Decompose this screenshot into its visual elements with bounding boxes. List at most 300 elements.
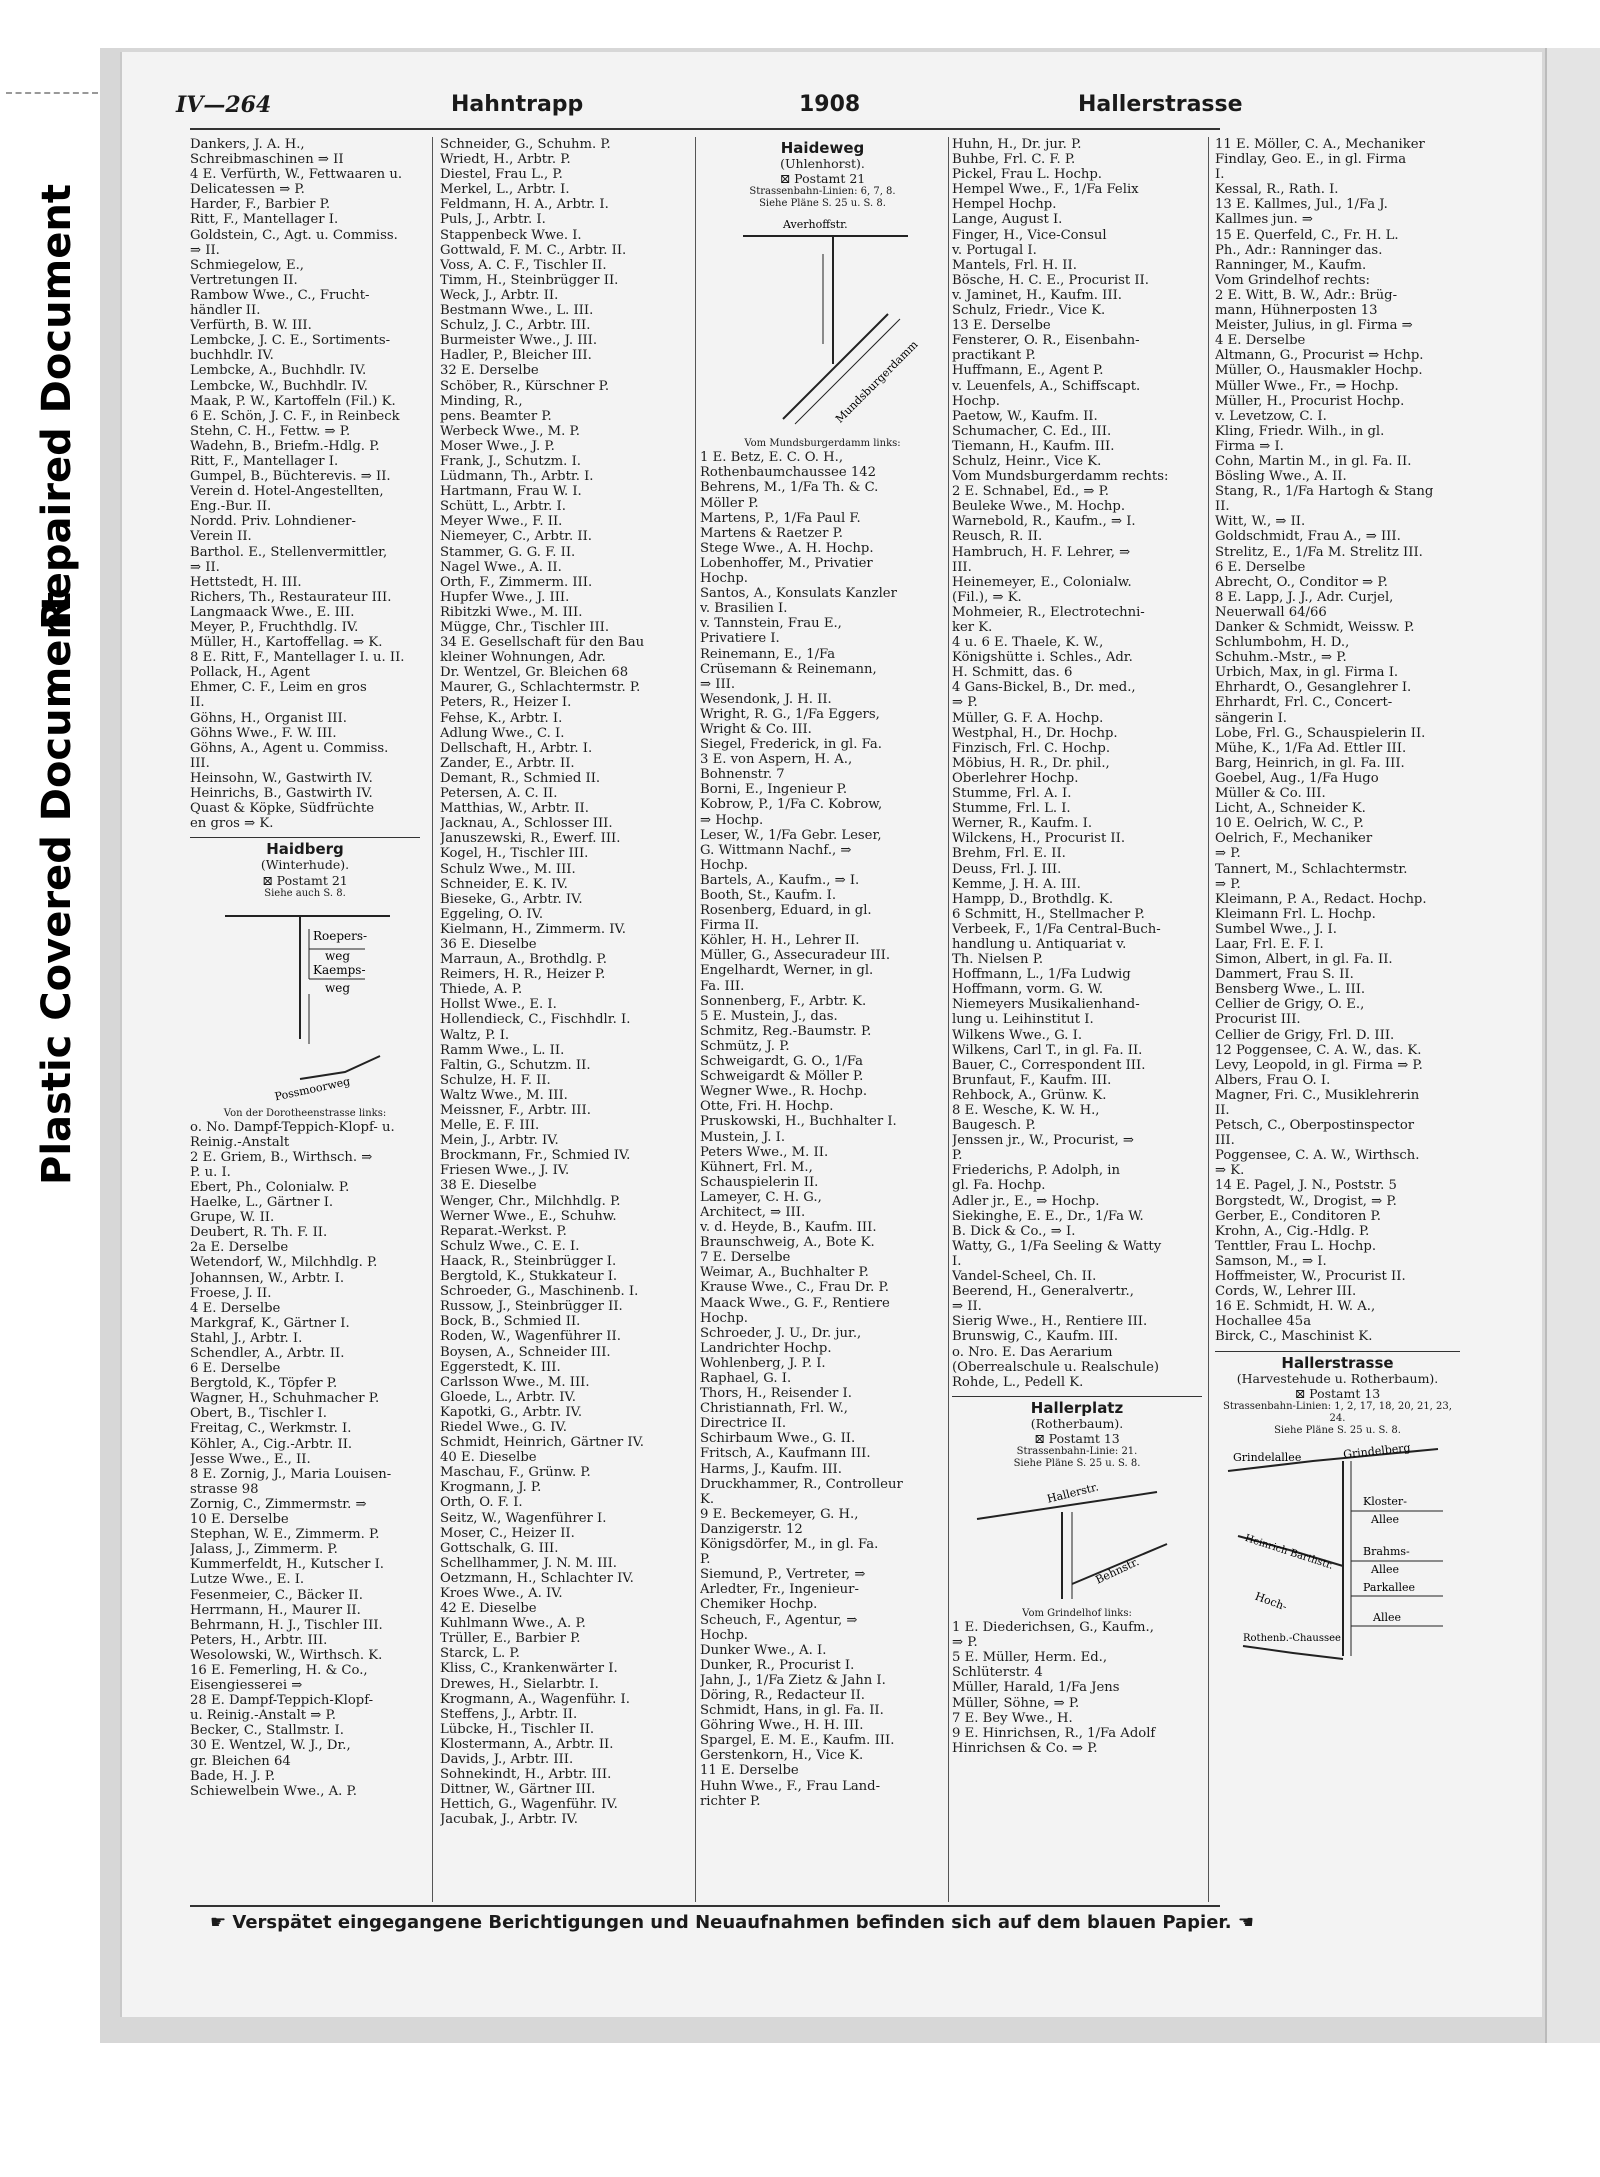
directory-entry: Procurist III. <box>1215 1012 1301 1028</box>
page-header <box>176 92 1243 124</box>
directory-entry: Schmiegelow, E., <box>190 257 304 273</box>
directory-entry: pens. Beamter P. <box>440 408 552 424</box>
directory-entry: Deuss, Frl. J. III. <box>952 861 1062 877</box>
directory-entry: Rothenbaumchaussee 142 <box>700 465 877 481</box>
directory-entry: Dellschaft, H., Arbtr. I. <box>440 740 593 756</box>
map-label: weg <box>325 948 351 963</box>
directory-entry: Schirbaum Wwe., G. II. <box>700 1431 856 1447</box>
directory-entry: Watty, G., 1/Fa Seeling & Watty <box>952 1238 1162 1254</box>
entry-list <box>700 450 945 1808</box>
directory-entry: Brehm, Frl. E. II. <box>952 846 1066 862</box>
directory-entry: 11 E. Derselbe <box>700 1763 799 1779</box>
directory-entry: Becker, C., Stallmstr. I. <box>190 1723 344 1739</box>
directory-entry: 16 E. Schmidt, H. W. A., <box>1215 1299 1376 1315</box>
column-divider <box>695 137 696 1902</box>
street-title-haidberg: Haidberg <box>266 840 344 859</box>
directory-entry: Herrmann, H., Maurer II. <box>190 1602 361 1618</box>
directory-entry: o. No. Dampf-Teppich-Klopf- u. <box>190 1119 395 1135</box>
directory-entry: gr. Bleichen 64 <box>190 1753 291 1769</box>
directory-entry: Göhns, A., Agent u. Commiss. <box>190 740 389 756</box>
directory-entry: Schendler, A., Arbtr. II. <box>190 1346 345 1361</box>
directory-entry: P. <box>700 1552 711 1568</box>
directory-entry: Siekinghe, E. E., Dr., 1/Fa W. <box>952 1208 1144 1224</box>
column-3 <box>700 137 945 1809</box>
directory-entry: Müller & Co. III. <box>1215 786 1326 802</box>
directory-entry: Wenger, Chr., Milchhdlg. P. <box>440 1193 621 1209</box>
directory-entry: Orth, O. F. I. <box>440 1495 523 1511</box>
map-label: Brahms- <box>1362 1544 1410 1558</box>
directory-entry: 5 E. Müller, Herm. Ed., <box>952 1650 1108 1666</box>
directory-entry: Stephan, W. E., Zimmerm. P. <box>190 1527 380 1543</box>
directory-entry: Firma ⇒ I. <box>1215 438 1284 454</box>
directory-entry: Booth, St., Kaufm. I. <box>700 888 837 903</box>
map-label: Grindelallee <box>1232 1450 1301 1464</box>
directory-entry: Werner, R., Kaufm. I. <box>952 816 1093 832</box>
map-label: Rothenb.-Chaussee <box>1242 1632 1341 1644</box>
directory-entry: Rambow Wwe., C., Frucht- <box>190 287 370 303</box>
directory-entry: Kliss, C., Krankenwärter I. <box>440 1661 618 1677</box>
directory-entry: Laar, Frl. E. F. I. <box>1215 936 1324 952</box>
direction-note: Von der Dorotheenstrasse links: <box>223 1107 387 1119</box>
directory-entry: Findlay, Geo. E., in gl. Firma <box>1215 152 1407 168</box>
directory-entry: Landrichter Hochp. <box>700 1340 832 1356</box>
directory-entry: (Fil.), ⇒ K. <box>952 589 1022 605</box>
directory-entry: Bock, B., Schmied II. <box>440 1314 581 1330</box>
directory-entry: 5 E. Mustein, J., das. <box>700 1008 838 1024</box>
directory-entry: Starck, L. P. <box>440 1646 520 1662</box>
directory-entry: Demant, R., Schmied II. <box>440 770 601 786</box>
directory-entry: Goldschmidt, Frau A., ⇒ III. <box>1215 529 1401 545</box>
directory-entry: Maak, P. W., Kartoffeln (Fil.) K. <box>190 393 396 409</box>
directory-entry: Abrecht, O., Conditor ⇒ P. <box>1215 574 1388 590</box>
directory-entry: Fesenmeier, C., Bäcker II. <box>190 1587 363 1603</box>
directory-entry: Mustein, J. I. <box>700 1129 786 1145</box>
directory-entry: kleiner Wohnungen, Adr. <box>440 650 606 666</box>
directory-entry: Reinig.-Anstalt <box>190 1134 290 1150</box>
directory-entry: Martens, P., 1/Fa Paul F. <box>700 510 861 526</box>
directory-entry: Ph., Adr.: Ranninger das. <box>1215 242 1383 258</box>
directory-entry: Müller Wwe., Fr., ⇒ Hochp. <box>1215 378 1399 394</box>
directory-entry: Gerber, E., Conditoren P. <box>1215 1208 1381 1224</box>
directory-entry: Nordd. Priv. Lohndiener- <box>190 514 356 530</box>
directory-entry: Göhring Wwe., H. H. III. <box>700 1718 864 1734</box>
directory-entry: Danzigerstr. 12 <box>700 1521 803 1537</box>
directory-entry: ⇒ II. <box>190 242 220 258</box>
directory-entry: Levy, Leopold, in gl. Firma ⇒ P. <box>1215 1057 1423 1073</box>
footer-note: ☛ Verspätet eingegangene Berichtigungen und Neuaufnahmen befinden sich auf dem blauen Papier. ☚ <box>210 1912 1254 1933</box>
directory-entry: Huffmann, E., Agent P. <box>952 363 1104 379</box>
directory-entry: Martens & Raetzer P. <box>700 525 843 541</box>
column-4 <box>952 137 1202 1756</box>
directory-entry: Albers, Frau O. I. <box>1215 1072 1331 1088</box>
street-map-haideweg <box>723 214 923 434</box>
directory-entry: Baugesch. P. <box>952 1118 1036 1134</box>
directory-entry: buchhdlr. IV. <box>190 348 274 364</box>
postamt: ⊠ Postamt 13 <box>1034 1430 1120 1446</box>
directory-entry: 6 E. Derselbe <box>1215 559 1306 575</box>
directory-entry: Bergtold, K., Stukkateur I. <box>440 1269 618 1285</box>
district: (Rotherbaum). <box>1030 1415 1124 1431</box>
directory-entry: Hochallee 45a <box>1215 1314 1312 1330</box>
directory-entry: Fritsch, A., Kaufmann III. <box>700 1446 871 1462</box>
directory-entry: Cellier de Grigy, Frl. D. III. <box>1215 1027 1395 1043</box>
directory-entry: Niemeyer, C., Arbtr. II. <box>440 529 592 545</box>
directory-entry: ⇒ III. <box>700 676 736 692</box>
directory-entry: Heinsohn, W., Gastwirth IV. <box>190 770 373 786</box>
directory-entry: Schiewelbein Wwe., A. P. <box>190 1783 357 1799</box>
directory-entry: Schulz, Friedr., Vice K. <box>952 303 1106 319</box>
directory-entry: Witt, W., ⇒ II. <box>1215 514 1306 530</box>
directory-entry: Behrmann, H. J., Tischler III. <box>190 1617 383 1633</box>
map-label: Heinrich Barthstr. <box>1242 1532 1334 1572</box>
directory-entry: Samson, M., ⇒ I. <box>1215 1253 1327 1269</box>
directory-entry: Hartmann, Frau W. I. <box>440 484 582 500</box>
directory-entry: Lübcke, H., Tischler II. <box>440 1721 595 1737</box>
directory-entry: Peters, R., Heizer I. <box>440 695 572 711</box>
directory-entry: Krogmann, A., Wagenführ. I. <box>440 1691 630 1707</box>
directory-entry: Hupfer Wwe., J. III. <box>440 589 570 605</box>
directory-entry: Christiannath, Frl. W., <box>700 1401 848 1417</box>
directory-entry: Januszewski, R., Ewerf. III. <box>440 831 621 847</box>
directory-entry: Müller, G., Assecuradeur III. <box>700 948 891 964</box>
directory-entry: Th. Nielsen P. <box>952 952 1044 968</box>
directory-entry: v. Levetzow, C. I. <box>1215 408 1327 424</box>
directory-entry: Paetow, W., Kaufm. II. <box>952 408 1098 424</box>
directory-entry: Vom Grindelhof rechts: <box>1215 272 1370 288</box>
directory-entry: Gloede, L., Arbtr. IV. <box>440 1389 576 1405</box>
directory-entry: Braunschweig, A., Bote K. <box>700 1235 875 1251</box>
directory-entry: Burmeister Wwe., J. III. <box>440 333 598 349</box>
directory-entry: Wagner, H., Schuhmacher P. <box>190 1391 380 1407</box>
directory-entry: Nagel Wwe., A. II. <box>440 559 562 575</box>
directory-entry: 4 Gans-Bickel, B., Dr. med., <box>952 680 1136 696</box>
directory-entry: sängerin I. <box>1215 710 1287 726</box>
directory-entry: 42 E. Dieselbe <box>440 1601 537 1617</box>
directory-entry: Kroes Wwe., A. IV. <box>440 1586 563 1601</box>
directory-entry: (Oberrealschule u. Realschule) <box>952 1359 1160 1375</box>
plan-reference: Siehe Pläne S. 25 u. S. 8. <box>1013 1458 1141 1470</box>
directory-entry: Wadehn, B., Briefm.-Hdlg. P. <box>190 438 380 454</box>
directory-entry: Peters, H., Arbtr. III. <box>190 1632 328 1648</box>
directory-entry: ⇒ P. <box>1215 846 1241 862</box>
directory-entry: Dr. Wentzel, Gr. Bleichen 68 <box>440 665 629 681</box>
directory-entry: Hochp. <box>700 1627 748 1643</box>
directory-entry: Schreibmaschinen ⇒ II <box>190 152 344 168</box>
directory-entry: Poggensee, C. A. W., Wirthsch. <box>1215 1148 1420 1164</box>
directory-entry: Goldstein, C., Agt. u. Commiss. <box>190 227 398 243</box>
directory-entry: Döring, R., Redacteur II. <box>700 1687 865 1703</box>
directory-entry: Tiemann, H., Kaufm. III. <box>952 438 1115 454</box>
directory-entry: Hochp. <box>952 393 1000 409</box>
directory-entry: 4 u. 6 E. Thaele, K. W., <box>952 635 1104 651</box>
directory-entry: Wright & Co. III. <box>700 721 812 737</box>
header-year: 1908 <box>799 92 861 117</box>
directory-entry: Obert, B., Tischler I. <box>190 1406 327 1422</box>
directory-entry: Frank, J., Schutzm. I. <box>440 453 581 469</box>
directory-entry: Bieseke, G., Arbtr. IV. <box>440 891 583 907</box>
directory-entry: Ehrhardt, Frl. C., Concert- <box>1215 695 1393 711</box>
directory-entry: Hoffmeister, W., Procurist II. <box>1215 1269 1406 1285</box>
directory-entry: Schulz, J. C., Arbtr. III. <box>440 318 591 334</box>
directory-entry: Heinrichs, B., Gastwirth IV. <box>190 786 373 802</box>
directory-entry: Stammer, G. G. F. II. <box>440 544 576 560</box>
directory-entry: Wriedt, H., Arbtr. P. <box>440 152 571 168</box>
directory-entry: Schütt, L., Arbtr. I. <box>440 499 566 515</box>
directory-entry: Meister, Julius, in gl. Firma ⇒ <box>1215 318 1413 334</box>
directory-entry: Schneider, E. K. IV. <box>440 876 568 892</box>
directory-entry: Schulze, H. F. II. <box>440 1072 551 1088</box>
directory-entry: Froese, J. II. <box>190 1285 272 1301</box>
directory-entry: Waltz, P. I. <box>440 1027 510 1043</box>
directory-entry: Harms, J., Kaufm. III. <box>700 1461 842 1477</box>
directory-entry: Reinemann, E., 1/Fa <box>700 646 836 662</box>
directory-entry: Westphal, H., Dr. Hochp. <box>952 725 1118 741</box>
directory-entry: Lobenhoffer, M., Privatier <box>700 555 873 571</box>
column-5 <box>1215 137 1460 1670</box>
directory-entry: Schulz, Heinr., Vice K. <box>952 453 1102 469</box>
directory-entry: Dammert, Frau S. II. <box>1215 967 1354 983</box>
directory-entry: Behrens, M., 1/Fa Th. & C. <box>700 480 879 496</box>
directory-entry: Ramm Wwe., L. II. <box>440 1042 565 1058</box>
directory-entry: Hochp. <box>700 571 748 587</box>
directory-entry: en gros ⇒ K. <box>190 816 274 832</box>
directory-entry: Otte, Fri. H. Hochp. <box>700 1099 834 1115</box>
directory-entry: Roden, W., Wagenführer II. <box>440 1329 621 1345</box>
map-label: Kloster- <box>1362 1494 1407 1508</box>
directory-entry: Finzisch, Frl. C. Hochp. <box>952 740 1111 756</box>
directory-entry: Schweigardt, G. O., 1/Fa <box>700 1054 863 1070</box>
directory-entry: Pruskowski, H., Buchhalter I. <box>700 1114 897 1130</box>
directory-entry: Krohn, A., Cig.-Hdlg. P. <box>1215 1223 1370 1239</box>
directory-entry: Müller, H., Kartoffellag. ⇒ K. <box>190 635 383 651</box>
directory-entry: Seitz, W., Wagenführer I. <box>440 1510 607 1526</box>
street-map-haidberg <box>205 904 405 1104</box>
directory-entry: Kemme, J. H. A. III. <box>952 876 1081 892</box>
directory-entry: 6 Schmitt, H., Stellmacher P. <box>952 906 1145 922</box>
directory-entry: Schumacher, C. Ed., III. <box>952 423 1112 439</box>
directory-entry: Schulz Wwe., C. E. I. <box>440 1238 580 1254</box>
section-rule <box>190 837 420 838</box>
directory-entry: Schmidt, Heinrich, Gärtner IV. <box>440 1435 644 1451</box>
directory-entry: Ritt, F., Mantellager I. <box>190 212 339 228</box>
directory-entry: 2 E. Schnabel, Ed., ⇒ P. <box>952 484 1109 500</box>
directory-entry: Altmann, G., Procurist ⇒ Hchp. <box>1215 348 1424 364</box>
directory-entry: Urbich, Max, in gl. Firma I. <box>1215 665 1399 681</box>
directory-entry: Druckhammer, R., Controlleur <box>700 1476 903 1492</box>
directory-entry: Melle, E. F. III. <box>440 1118 540 1134</box>
directory-entry: Schauspielerin II. <box>700 1174 819 1190</box>
directory-entry: Magner, Fri. C., Musiklehrerin <box>1215 1087 1420 1103</box>
street-title-hallerplatz: Hallerplatz <box>1030 1398 1124 1417</box>
directory-entry: II. <box>190 695 205 711</box>
directory-entry: 2a E. Derselbe <box>190 1240 289 1256</box>
directory-entry: Niemeyers Musikalienhand- <box>952 997 1140 1013</box>
tram-lines: Strassenbahn-Linien: 1, 2, 17, 18, 20, 21, 23, 24. <box>1223 1400 1452 1424</box>
directory-entry: Kapotki, G., Arbtr. IV. <box>440 1404 583 1420</box>
directory-entry: 3 E. von Aspern, H. A., <box>700 752 853 768</box>
directory-entry: richter P. <box>700 1793 761 1809</box>
directory-entry: Timm, H., Steinbrügger II. <box>440 272 619 288</box>
map-label: Mundsburgerdamm <box>832 338 921 426</box>
tram-lines: Strassenbahn-Linie: 21. <box>1016 1446 1138 1458</box>
directory-entry: gl. Fa. Hochp. <box>952 1178 1046 1194</box>
directory-entry: Zander, E., Arbtr. II. <box>440 755 575 771</box>
directory-entry: Beuleke Wwe., M. Hochp. <box>952 499 1126 515</box>
directory-entry: Marraun, A., Brothdlg. P. <box>440 952 607 968</box>
directory-entry: P. <box>952 1148 963 1164</box>
directory-entry: Schlüterstr. 4 <box>952 1665 1043 1681</box>
directory-entry: Goebel, Aug., 1/Fa Hugo <box>1215 770 1379 786</box>
directory-entry: 9 E. Hinrichsen, R., 1/Fa Adolf <box>952 1725 1156 1741</box>
directory-entry: Rosenberg, Eduard, in gl. <box>700 903 872 919</box>
directory-entry: Merkel, L., Arbtr. I. <box>440 182 570 198</box>
district: (Uhlenhorst). <box>780 156 865 172</box>
directory-entry: Oetzmann, H., Schlachter IV. <box>440 1570 634 1586</box>
postamt: ⊠ Postamt 13 <box>1294 1385 1381 1401</box>
directory-entry: Langmaack Wwe., E. III. <box>190 604 355 620</box>
directory-entry: Johannsen, W., Arbtr. I. <box>190 1270 345 1286</box>
directory-entry: Thors, H., Reisender I. <box>700 1386 852 1402</box>
directory-entry: Hoffmann, L., 1/Fa Ludwig <box>952 967 1131 983</box>
directory-entry: Dankers, J. A. H., <box>190 137 305 152</box>
directory-entry: 36 E. Dieselbe <box>440 936 537 952</box>
directory-entry: 15 E. Querfeld, C., Fr. H. L. <box>1215 227 1399 243</box>
directory-entry: Lange, August I. <box>952 212 1063 228</box>
directory-entry: Birck, C., Maschinist K. <box>1215 1329 1373 1345</box>
directory-entry: Haack, R., Steinbrügger I. <box>440 1253 617 1269</box>
directory-entry: Hollst Wwe., E. I. <box>440 997 557 1013</box>
directory-entry: Jalass, J., Zimmerm. P. <box>190 1542 338 1558</box>
directory-entry: Matthias, W., Arbtr. II. <box>440 801 589 817</box>
footer-rule <box>190 1905 1220 1907</box>
directory-entry: Russow, J., Steinbrügger II. <box>440 1299 623 1315</box>
directory-entry: Privatiere I. <box>700 631 780 647</box>
directory-entry: Quast & Köpke, Südfrüchte <box>190 801 375 817</box>
map-label: Hoch- <box>1252 1589 1289 1614</box>
directory-entry: v. Jaminet, H., Kaufm. III. <box>952 287 1122 303</box>
directory-entry: Schlumbohm, H. D., <box>1215 635 1350 651</box>
directory-entry: Tenttler, Frau L. Hochp. <box>1215 1238 1377 1254</box>
directory-entry: Stahl, J., Arbtr. I. <box>190 1330 303 1346</box>
directory-entry: Barthol. E., Stellenvermittler, <box>190 544 388 560</box>
directory-entry: Raphael, G. I. <box>700 1371 792 1386</box>
directory-entry: Heinemeyer, E., Colonialw. <box>952 574 1132 590</box>
directory-entry: Steffens, J., Arbtr. II. <box>440 1706 578 1722</box>
directory-entry: Orth, F., Zimmerm. III. <box>440 574 593 590</box>
directory-entry: Werbeck Wwe., M. P. <box>440 423 580 439</box>
directory-entry: ⇒ P. <box>952 695 978 711</box>
directory-entry: Cohn, Martin M., in gl. Fa. II. <box>1215 453 1412 469</box>
directory-entry: Mohmeier, R., Electrotechni- <box>952 604 1145 620</box>
column-1 <box>190 137 420 1799</box>
directory-entry: 10 E. Oelrich, W. C., P. <box>1215 816 1364 832</box>
directory-entry: Lembcke, A., Buchhdlr. IV. <box>190 363 367 379</box>
directory-entry: Lameyer, C. H. G., <box>700 1189 822 1205</box>
directory-entry: Vom Mundsburgerdamm rechts: <box>952 469 1169 485</box>
directory-entry: Crüsemann & Reinemann, <box>700 661 877 677</box>
directory-entry: Maack Wwe., G. F., Rentiere <box>700 1295 890 1311</box>
directory-entry: Harder, F., Barbier P. <box>190 197 331 213</box>
directory-entry: Meyer Wwe., F. II. <box>440 514 563 530</box>
entry-list <box>440 137 690 1828</box>
column-divider <box>1208 137 1209 1902</box>
directory-entry: Simon, Albert, in gl. Fa. II. <box>1215 952 1393 968</box>
directory-entry: III. <box>190 755 210 771</box>
directory-entry: Verfürth, B. W. III. <box>190 318 312 334</box>
directory-entry: Hochp. <box>700 1310 748 1326</box>
cut-line <box>6 92 98 94</box>
directory-entry: Huhn, H., Dr. jur. P. <box>952 137 1082 152</box>
directory-entry: Verein II. <box>190 529 252 545</box>
directory-entry: 8 E. Ritt, F., Mantellager I. u. II. <box>190 650 405 666</box>
directory-entry: Vertretungen II. <box>190 272 298 288</box>
directory-entry: P. u. I. <box>190 1164 231 1180</box>
directory-entry: Richers, Th., Restaurateur III. <box>190 589 392 605</box>
directory-entry: Hempel Hochp. <box>952 197 1057 213</box>
directory-entry: 4 E. Derselbe <box>190 1300 281 1316</box>
page-number: IV—264 <box>176 92 272 118</box>
directory-entry: Jacknau, A., Schlosser III. <box>440 816 613 832</box>
directory-entry: Weck, J., Arbtr. II. <box>440 287 559 303</box>
directory-entry: handlung u. Antiquariat v. <box>952 936 1127 952</box>
directory-entry: 34 E. Gesellschaft für den Bau <box>440 635 645 651</box>
directory-entry: Jacubak, J., Arbtr. IV. <box>440 1812 578 1828</box>
directory-entry: Haelke, L., Gärtner I. <box>190 1195 334 1211</box>
directory-entry: Kallmes jun. ⇒ <box>1215 212 1313 228</box>
directory-entry: Siegel, Frederick, in gl. Fa. <box>700 737 882 753</box>
directory-entry: Schmütz, J. P. <box>700 1038 790 1054</box>
directory-entry: Beerend, H., Generalvertr., <box>952 1284 1134 1300</box>
directory-entry: Licht, A., Schneider K. <box>1215 801 1366 817</box>
directory-entry: Reimers, H. R., Heizer P. <box>440 967 606 983</box>
directory-entry: Kühnert, Frl. M., <box>700 1159 813 1175</box>
directory-entry: Tannert, M., Schlachtermstr. <box>1215 861 1408 877</box>
directory-entry: Oberlehrer Hochp. <box>952 770 1079 786</box>
directory-entry: 8 E. Lapp, J. J., Adr. Curjel, <box>1215 589 1394 605</box>
directory-entry: Köhler, A., Cig.-Arbtr. II. <box>190 1436 353 1452</box>
directory-entry: 2 E. Witt, B. W., Adr.: Brüg- <box>1215 287 1398 303</box>
directory-entry: Brunswig, C., Kaufm. III. <box>952 1329 1119 1345</box>
header-street-right: Hallerstrasse <box>1078 92 1243 117</box>
directory-entry: practikant P. <box>952 348 1036 364</box>
map-label: weg <box>325 980 351 995</box>
directory-entry: Voss, A. C. F., Tischler II. <box>440 257 607 273</box>
directory-entry: Wilkens, Carl T., in gl. Fa. II. <box>952 1042 1143 1058</box>
directory-entry: Jahn, J., 1/Fa Zietz & Jahn I. <box>700 1672 886 1688</box>
directory-entry: Hoffmann, vorm. G. W. <box>952 982 1104 998</box>
directory-entry: Reusch, R. II. <box>952 529 1043 545</box>
directory-entry: Müller, Harald, 1/Fa Jens <box>952 1680 1120 1696</box>
directory-entry: Jenssen jr., W., Procurist, ⇒ <box>952 1133 1134 1149</box>
directory-entry: Hambruch, H. F. Lehrer, ⇒ <box>952 544 1131 560</box>
map-label: Roepers- <box>313 928 368 943</box>
directory-entry: Strelitz, E., 1/Fa M. Strelitz III. <box>1215 544 1423 560</box>
map-label: Parkallee <box>1362 1580 1415 1594</box>
directory-entry: 1 E. Betz, E. C. O. H., <box>700 450 844 466</box>
column-divider <box>432 137 433 1902</box>
directory-entry: Bade, H. J. P. <box>190 1768 276 1784</box>
directory-entry: Oelrich, F., Mechaniker <box>1215 831 1373 847</box>
directory-entry: Verein d. Hotel-Angestellten, <box>190 484 384 500</box>
directory-entry: Santos, A., Konsulats Kanzler <box>700 586 897 602</box>
directory-entry: Cords, W., Lehrer III. <box>1215 1284 1357 1300</box>
directory-entry: Lüdmann, Th., Arbtr. I. <box>440 469 594 485</box>
directory-entry: Köhler, H. H., Lehrer II. <box>700 933 860 949</box>
directory-entry: v. Brasilien I. <box>700 601 788 617</box>
directory-entry: Schöber, R., Kürschner P. <box>440 378 610 394</box>
directory-entry: Hettstedt, H. III. <box>190 574 302 590</box>
map-label: Allee <box>1370 1562 1399 1576</box>
